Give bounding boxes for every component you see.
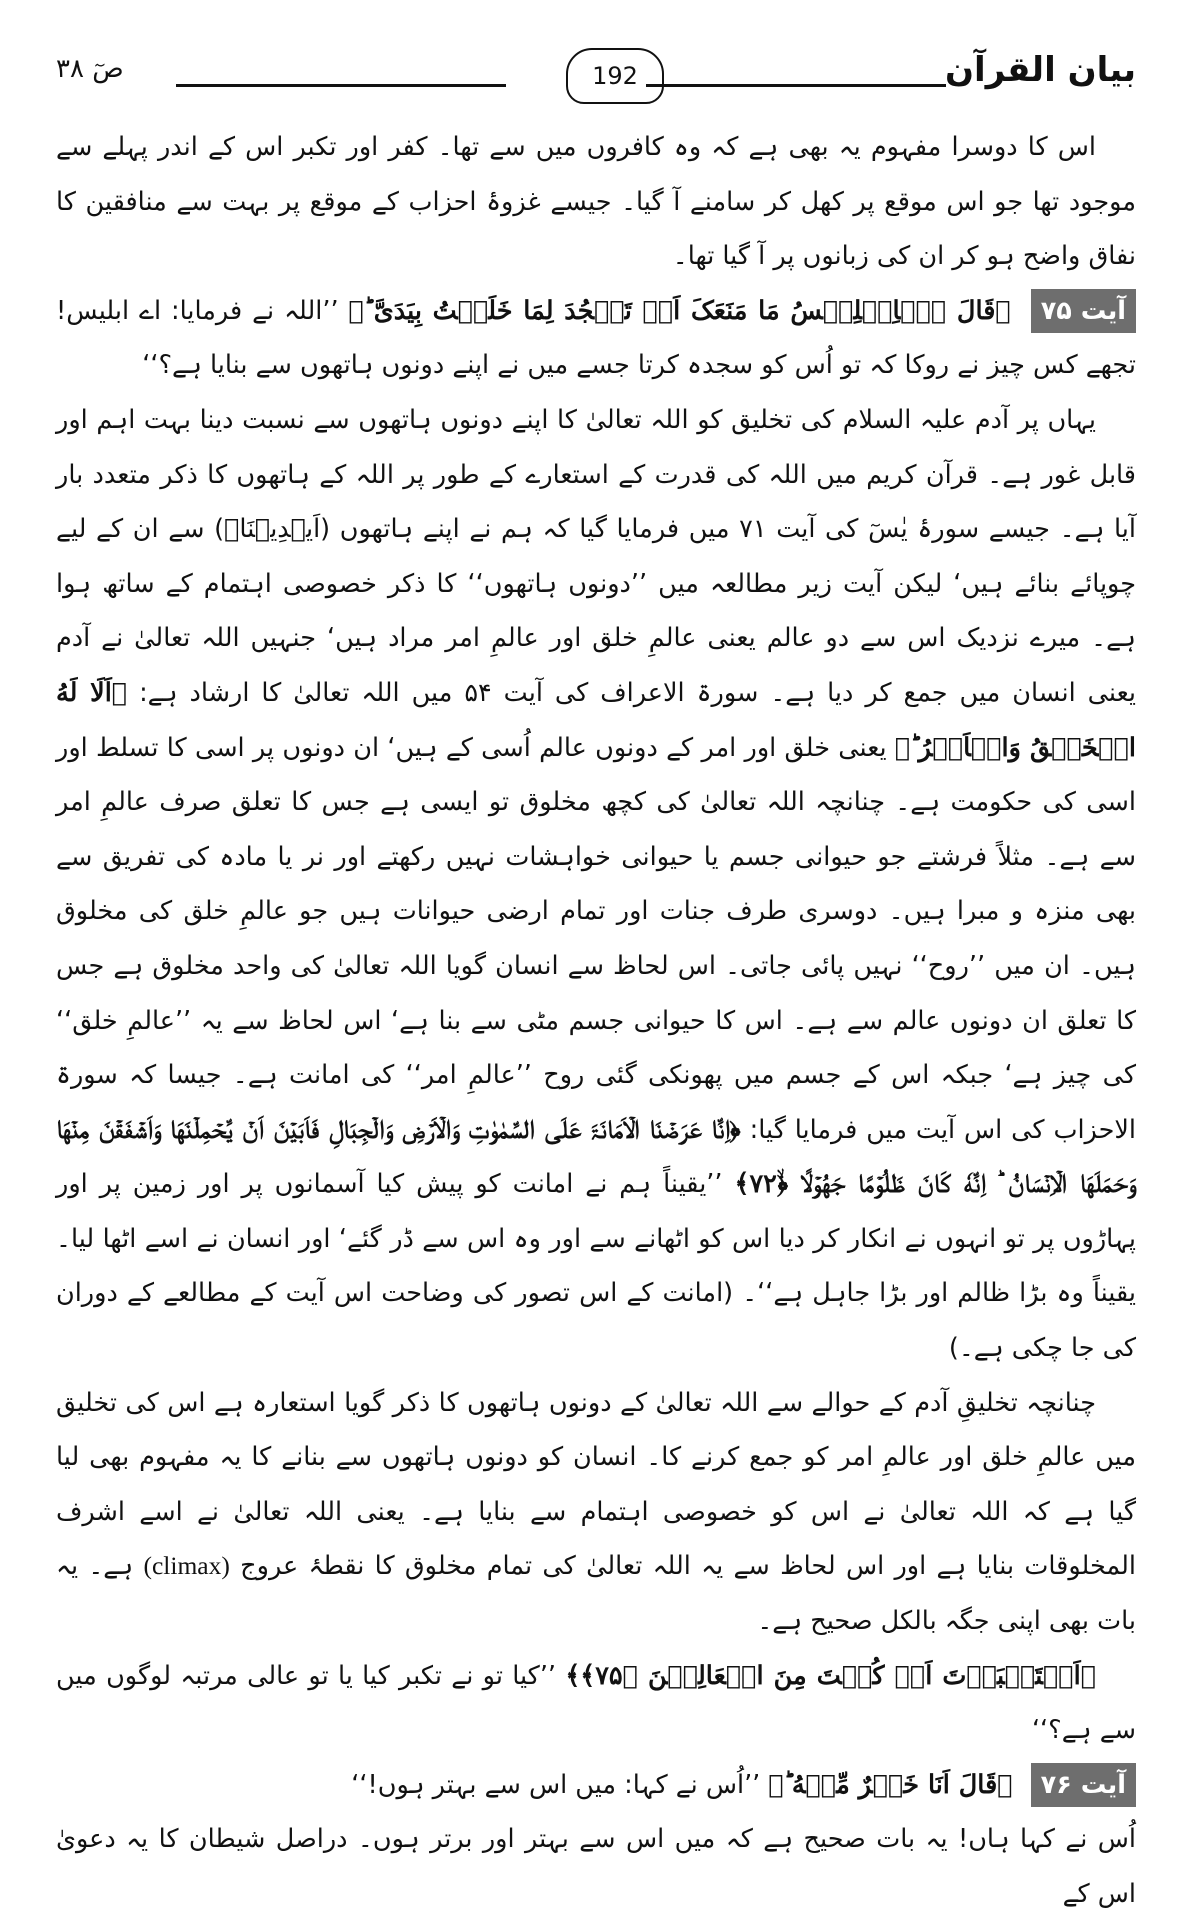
climax-term: (climax) bbox=[143, 1551, 230, 1581]
paragraph-3-text: چنانچہ تخلیقِ آدم کے حوالے سے اللہ تعالیٰ کے دونوں ہاتھوں کا ذکر گویا استعارہ ہے اس کی تخلیق میں عالمِ خلق اور عالمِ امر کو جمع کرنے کا۔ انسان کو دونوں ہاتھوں سے بنانے کا یہ مفہوم بھی لیا گیا ہے کہ اللہ تعالیٰ نے اس کو خصوصی اہتمام سے بنایا ہے۔ یعنی اللہ تعالیٰ نے اسے اشرف المخلوقات بنایا ہے اور اس لحاظ سے یہ اللہ تعالیٰ کی تمام مخلوق کا نقطۂ عروج bbox=[56, 1387, 1137, 1582]
paragraph-2 bbox=[56, 393, 1136, 1376]
header-rule-left bbox=[176, 84, 506, 87]
ayah-75-block bbox=[56, 284, 1136, 393]
ayah-75-translation: ’’اللہ نے فرمایا: اے ابلیس! تجھے کس چیز نے روکا کہ تو اُس کو سجدہ کرتا جسے میں نے اپنے دونوں ہاتھوں سے بنایا ہے؟‘‘ bbox=[56, 295, 1136, 381]
paragraph-3 bbox=[56, 1376, 1136, 1649]
ayah-75b-translation: ’’کیا تو نے تکبر کیا یا تو عالی مرتبہ لوگوں میں سے ہے؟‘‘ bbox=[56, 1660, 1136, 1746]
ayah-76-block bbox=[56, 1758, 1136, 1813]
ayah-76-arabic: ﴿قَالَ اَنَا خَیۡرٌ مِّنۡهُ ؕ﴾ bbox=[768, 1769, 1013, 1800]
page-number-ornament bbox=[566, 48, 664, 104]
page-number: 192 bbox=[592, 62, 638, 90]
ayah-75b-arabic: ﴿اَسۡتَکۡبَرۡتَ اَمۡ کُنۡتَ مِنَ الۡعَالِیۡنَ ﴿۷۵﴾﴾ bbox=[565, 1660, 1096, 1691]
surah-reference: صٓ ۳۸ bbox=[56, 54, 124, 84]
page-content bbox=[56, 120, 1136, 1922]
paragraph-2-text: یہاں پر آدم علیہ السلام کی تخلیق کو اللہ تعالیٰ کا اپنے دونوں ہاتھوں سے نسبت دینا بہت اہم اور قابل غور ہے۔ قرآن کریم میں اللہ کی قدرت کے استعارے کے طور پر اللہ کے ہاتھوں کا ذکر متعدد بار آیا ہے۔ جیسے سورۂ یٰسٓ کی آیت ۷۱ میں فرمایا گیا کہ ہم نے اپنے ہاتھوں (اَیۡدِیۡنَاۤ) سے ان کے لیے چوپائے بنائے ہیں‘ لیکن آیت زیر مطالعہ میں ’’دونوں ہاتھوں‘‘ کا ذکر خصوصی اہتمام کے ساتھ ہوا ہے۔ میرے نزدیک اس سے دو عالم یعنی عالمِ خلق اور عالمِ امر مراد ہیں‘ جنہیں اللہ تعالیٰ نے آدم یعنی انسان میں جمع کر دیا ہے۔ سورۃ الاعراف کی آیت ۵۴ میں اللہ تعالیٰ کا ارشاد ہے: bbox=[56, 404, 1136, 708]
araf-verse-arabic: ﴿اَلَا لَهُ الۡخَلۡقُ وَالۡاَمۡرُ ؕ﴾ bbox=[56, 677, 1136, 763]
paragraph-2-continued: یعنی خلق اور امر کے دونوں عالم اُسی کے ہیں‘ ان دونوں پر اسی کا تسلط اور اسی کی حکومت ہے۔ چنانچہ اللہ تعالیٰ کی کچھ مخلوق تو ایسی ہے جس کا تعلق صرف عالمِ امر سے ہے۔ مثلاً فرشتے جو حیوانی جسم یا حیوانی خواہشات نہیں رکھتے اور نر یا مادہ کی تفریق سے بھی منزہ و مبرا ہیں۔ دوسری طرف جنات اور تمام ارضی حیوانات ہیں جو عالمِ خلق کی مخلوق ہیں۔ ان میں ’’روح‘‘ نہیں پائی جاتی۔ اس لحاظ سے انسان گویا اللہ تعالیٰ کی واحد مخلوق ہے جس کا تعلق ان دونوں عالم سے ہے۔ اس کا حیوانی جسم مٹی سے بنا ہے‘ اس لحاظ سے یہ ’’عالمِ خلق‘‘ کی چیز ہے‘ جبکہ اس کے جسم میں پھونکی گئی روح ’’عالمِ امر‘‘ کی امانت ہے۔ جیسا کہ سورۃ الاحزاب کی اس آیت میں فرمایا گیا: bbox=[56, 732, 1137, 1145]
ayah-75b-block bbox=[56, 1649, 1136, 1758]
page-header bbox=[56, 40, 1136, 120]
ayah-75-label: آیت ۷۵ bbox=[1031, 289, 1136, 333]
header-rule-right bbox=[646, 84, 946, 87]
ahzab-verse-translation: ’’یقیناً ہم نے امانت کو پیش کیا آسمانوں پر اور زمین پر اور پہاڑوں پر تو انہوں نے انکار کر دیا اس کو اٹھانے سے اور وہ اس سے ڈر گئے‘ اور انسان نے اسے اٹھا لیا۔ یقیناً وہ بڑا ظالم اور بڑا جاہل ہے‘‘۔ (امانت کے اس تصور کی وضاحت اس آیت کے مطالعے کے دوران کی جا چکی ہے۔) bbox=[56, 1169, 1136, 1364]
ayah-75-arabic: ﴿قَالَ یٰۤاِبۡلِیۡسُ مَا مَنَعَکَ اَنۡ تَسۡجُدَ لِمَا خَلَقۡتُ بِیَدَیَّ ؕ﴾ bbox=[348, 295, 1011, 326]
ayah-76-translation: ’’اُس نے کہا: میں اس سے بہتر ہوں!‘‘ bbox=[351, 1769, 761, 1800]
book-page bbox=[56, 40, 1137, 1909]
ayah-76-label: آیت ۷۶ bbox=[1031, 1763, 1136, 1807]
paragraph-4: اُس نے کہا ہاں! یہ بات صحیح ہے کہ میں اس سے بہتر اور برتر ہوں۔ دراصل شیطان کا یہ دعویٰ اس کے bbox=[56, 1824, 1136, 1909]
ahzab-verse-arabic: ﴿اِنَّا عَرَضۡنَا الۡاَمَانَۃَ عَلَی السَّمٰوٰتِ وَالۡاَرۡضِ وَالۡجِبَالِ فَاَبَیۡنَ اَنۡ یَّحۡمِلۡنَهَا وَاَشۡفَقۡنَ مِنۡهَا وَحَمَلَهَا الۡاِنۡسَانُ ؕ اِنَّهٗ کَانَ ظَلُوۡمًا جَهُوۡلًا ﴿ۙ۷۲﴾ bbox=[56, 1114, 1137, 1200]
paragraph-1: اس کا دوسرا مفہوم یہ بھی ہے کہ وہ کافروں میں سے تھا۔ کفر اور تکبر اس کے اندر پہلے سے موجود تھا جو اس موقع پر کھل کر سامنے آ گیا۔ جیسے غزوۂ احزاب کے موقع پر بہت سے منافقین کا نفاق واضح ہو کر ان کی زبانوں پر آ گیا تھا۔ bbox=[56, 132, 1136, 272]
paragraph-3-end: ہے۔ یہ بات بھی اپنی جگہ بالکل صحیح ہے۔ bbox=[56, 1551, 1136, 1637]
book-title: بیان القرآن bbox=[945, 50, 1136, 90]
